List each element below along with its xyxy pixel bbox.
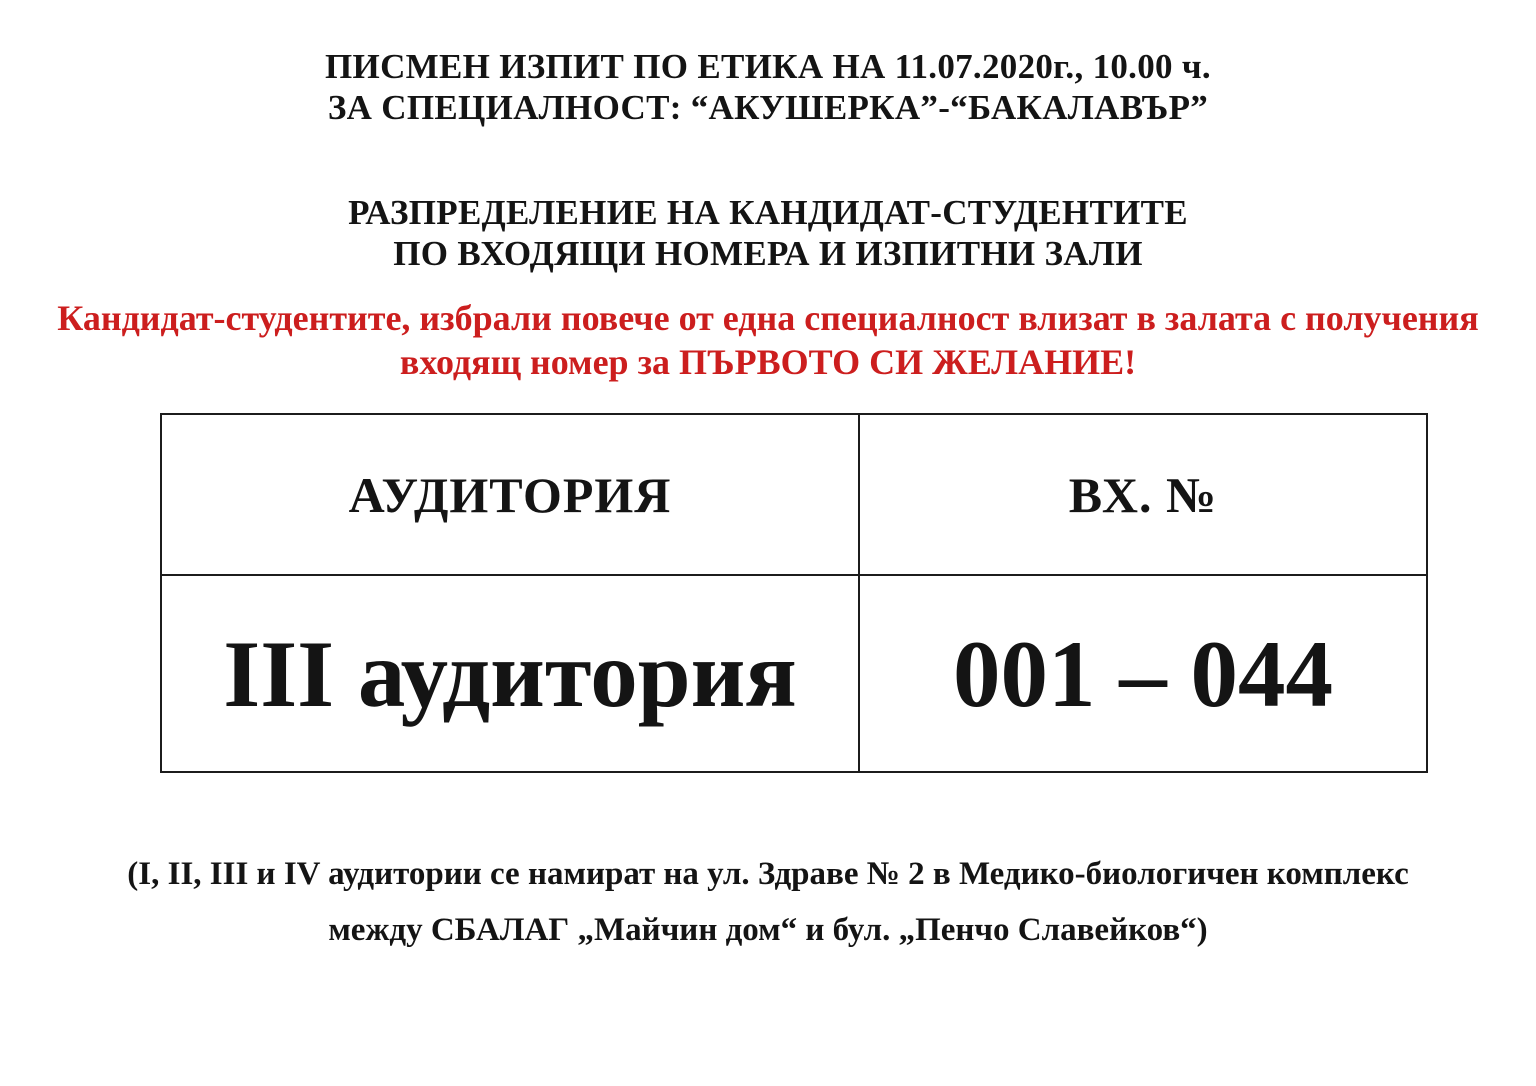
heading-line-2: ПО ВХОДЯЩИ НОМЕРА И ИЗПИТНИ ЗАЛИ: [393, 234, 1143, 273]
room-assignment-table: [160, 413, 1428, 773]
cell-entry-number-range: 001 – 044: [859, 575, 1427, 772]
notice-line-1: Кандидат-студентите, избрали повече от една специалност влизат в залата с получения: [57, 298, 1479, 338]
notice-line-2: [0, 340, 1536, 384]
header-cell-entry-number: ВХ. №: [859, 414, 1427, 575]
red-notice: [0, 296, 1536, 384]
notice-line-2-normal: входящ номер за: [399, 342, 680, 382]
title-line-1: ПИСМЕН ИЗПИТ ПО ЕТИКА НА 11.07.2020г., 10.00 ч.: [325, 47, 1211, 86]
table-row: [161, 575, 1427, 772]
location-note-line-2: между СБАЛАГ „Майчин дом“ и бул. „Пенчо Славейков“): [328, 912, 1208, 948]
distribution-heading: [0, 192, 1536, 274]
header-cell-auditorium: АУДИТОРИЯ: [161, 414, 859, 575]
notice-line-2-emphasis: ПЪРВОТО СИ ЖЕЛАНИЕ!: [679, 342, 1137, 382]
cell-auditorium-value: III аудитория: [161, 575, 859, 772]
document-title: [0, 46, 1536, 128]
location-note-line-1: (I, II, III и IV аудитории се намират на ул. Здраве № 2 в Медико-биологичен комплекс: [127, 856, 1409, 892]
heading-line-1: РАЗПРЕДЕЛЕНИЕ НА КАНДИДАТ-СТУДЕНТИТЕ: [348, 193, 1188, 232]
table-header-row: [161, 414, 1427, 575]
title-line-2: ЗА СПЕЦИАЛНОСТ: “АКУШЕРКА”-“БАКАЛАВЪР”: [327, 88, 1209, 127]
